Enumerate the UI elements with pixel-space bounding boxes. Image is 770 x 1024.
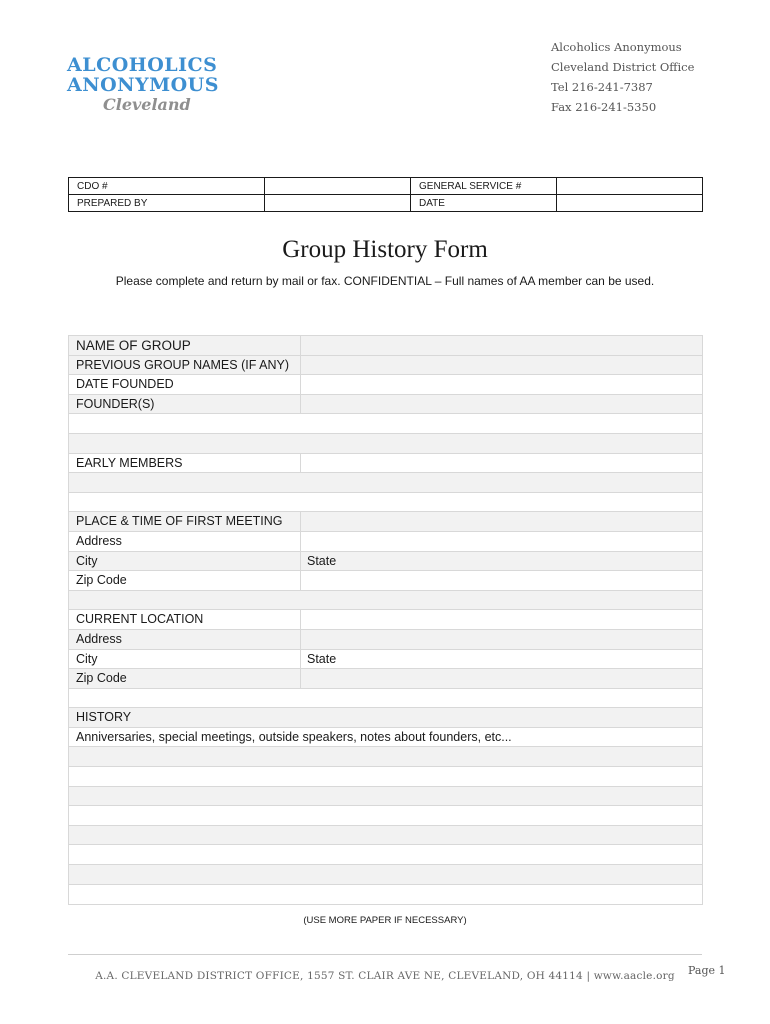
row-blank (69, 689, 702, 709)
row-blank (69, 414, 702, 434)
history-line (69, 826, 702, 846)
logo-line-3: Cleveland (103, 95, 191, 114)
contact-tel: Tel 216-241-7387 (551, 80, 653, 94)
zip-field[interactable] (301, 669, 702, 688)
row-blank (69, 591, 702, 611)
date-field[interactable] (557, 195, 703, 212)
name-of-group-label: NAME OF GROUP (69, 336, 301, 355)
state-label[interactable]: State (307, 651, 337, 666)
history-field[interactable] (69, 787, 702, 806)
address-field[interactable] (301, 532, 702, 551)
history-line (69, 806, 702, 826)
history-label: HISTORY (76, 710, 132, 725)
row-first-meeting-address (69, 532, 702, 552)
row-previous-names (69, 356, 702, 376)
general-service-field[interactable] (557, 178, 703, 195)
cdo-field[interactable] (265, 178, 411, 195)
date-founded-label: DATE FOUNDED (69, 375, 301, 394)
state-label[interactable]: State (307, 553, 337, 568)
page-title: Group History Form (282, 236, 488, 263)
history-field[interactable] (69, 767, 702, 786)
city-label: City (69, 650, 301, 669)
page-number: Page 1 (688, 964, 726, 977)
more-paper-note: (USE MORE PAPER IF NECESSARY) (303, 915, 467, 926)
row-current-location (69, 610, 702, 630)
founders-label: FOUNDER(S) (69, 395, 301, 414)
previous-names-label: PREVIOUS GROUP NAMES (IF ANY) (69, 356, 301, 375)
row-history (69, 708, 702, 728)
contact-fax: Fax 216-241-5350 (551, 100, 657, 114)
blank-field[interactable] (69, 473, 702, 492)
first-meeting-field[interactable] (301, 512, 702, 531)
row-first-meeting-zip (69, 571, 702, 591)
row-blank (69, 434, 702, 454)
contact-office: Cleveland District Office (551, 60, 695, 74)
history-field[interactable] (69, 885, 702, 905)
footer-divider (68, 954, 702, 955)
aa-cleveland-logo (67, 55, 227, 115)
row-history-desc (69, 728, 702, 748)
contact-org: Alcoholics Anonymous (551, 40, 682, 54)
blank-field[interactable] (69, 493, 702, 512)
cdo-label: CDO # (69, 178, 265, 195)
city-label: City (69, 552, 301, 571)
history-description: Anniversaries, special meetings, outside speakers, notes about founders, etc... (76, 729, 512, 744)
general-service-label: GENERAL SERVICE # (411, 178, 557, 195)
blank-field[interactable] (69, 414, 702, 433)
row-first-meeting-city (69, 552, 702, 572)
early-members-field[interactable] (301, 454, 702, 473)
row-blank (69, 473, 702, 493)
history-line (69, 747, 702, 767)
zip-label: Zip Code (69, 669, 301, 688)
founders-field[interactable] (301, 395, 702, 414)
row-date-founded (69, 375, 702, 395)
address-label: Address (69, 630, 301, 649)
blank-field[interactable] (69, 689, 702, 708)
prepared-by-field[interactable] (265, 195, 411, 212)
current-location-label: CURRENT LOCATION (69, 610, 301, 629)
history-line (69, 767, 702, 787)
address-field[interactable] (301, 630, 702, 649)
name-of-group-field[interactable] (301, 336, 702, 355)
blank-field[interactable] (69, 591, 702, 610)
history-field[interactable] (69, 826, 702, 845)
first-meeting-label: PLACE & TIME OF FIRST MEETING (69, 512, 301, 531)
group-history-grid (68, 335, 703, 905)
address-label: Address (69, 532, 301, 551)
footer-address: A.A. CLEVELAND DISTRICT OFFICE, 1557 ST. CLAIR AVE NE, CLEVELAND, OH 44114 | www.aacle.org (95, 970, 675, 982)
logo-line-2: ANONYMOUS (67, 74, 219, 96)
zip-label: Zip Code (69, 571, 301, 590)
contact-block (551, 38, 694, 118)
row-blank (69, 493, 702, 513)
history-line (69, 865, 702, 885)
current-location-field[interactable] (301, 610, 702, 629)
date-label: DATE (411, 195, 557, 212)
logo-line-1: ALCOHOLICS (67, 54, 218, 76)
history-line (69, 885, 702, 905)
row-current-city (69, 650, 702, 670)
history-line (69, 787, 702, 807)
page-subtitle: Please complete and return by mail or fax. CONFIDENTIAL – Full names of AA member can be used. (115, 274, 655, 288)
blank-field[interactable] (69, 434, 702, 453)
row-founders (69, 395, 702, 415)
zip-field[interactable] (301, 571, 702, 590)
row-current-address (69, 630, 702, 650)
history-field[interactable] (69, 865, 702, 884)
office-use-table (68, 177, 703, 212)
early-members-label: EARLY MEMBERS (69, 454, 301, 473)
history-field[interactable] (69, 845, 702, 864)
history-field[interactable] (69, 747, 702, 766)
row-first-meeting (69, 512, 702, 532)
row-name-of-group (69, 336, 702, 356)
date-founded-field[interactable] (301, 375, 702, 394)
row-current-zip (69, 669, 702, 689)
history-field[interactable] (69, 806, 702, 825)
history-line (69, 845, 702, 865)
previous-names-field[interactable] (301, 356, 702, 375)
row-early-members (69, 454, 702, 474)
prepared-by-label: PREPARED BY (69, 195, 265, 212)
